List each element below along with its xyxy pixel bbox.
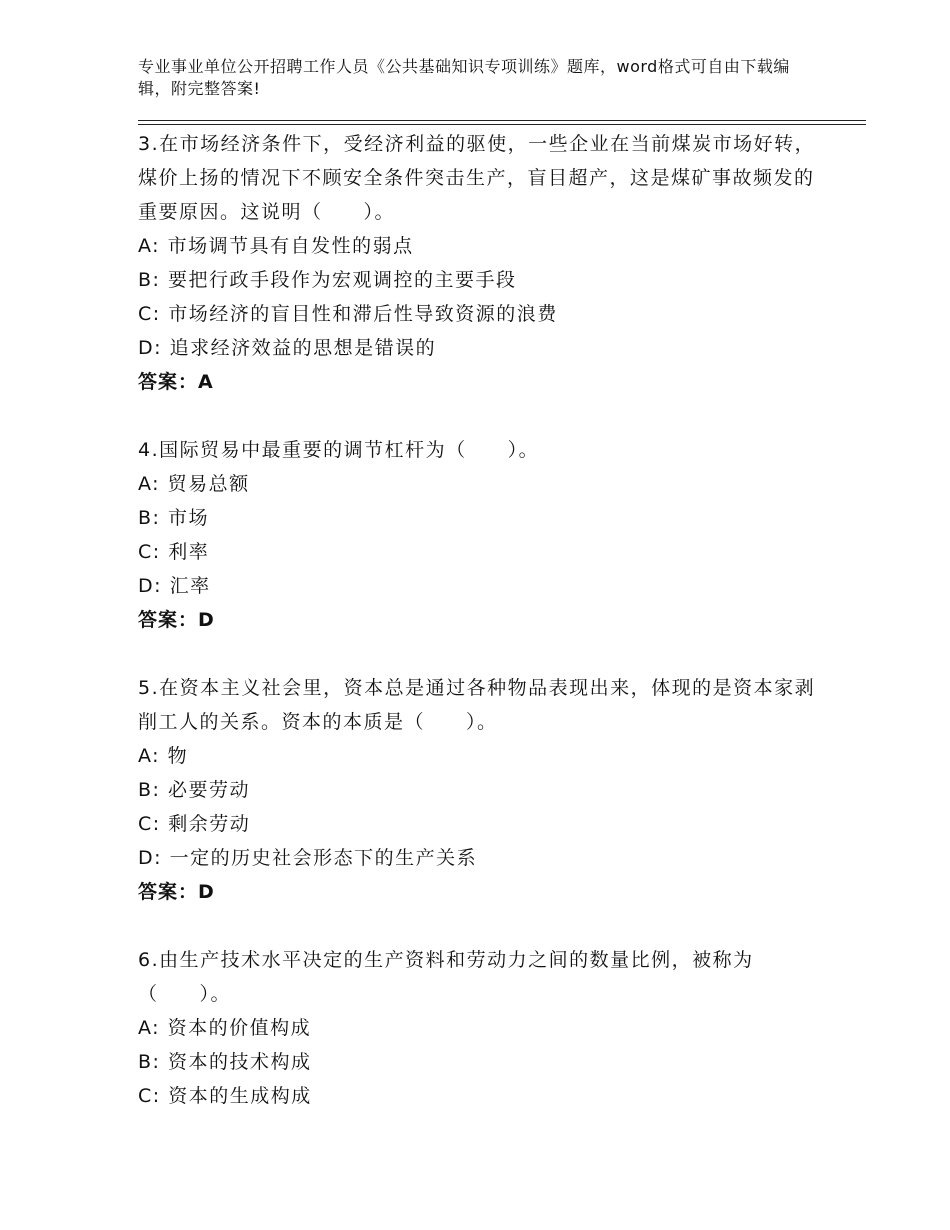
option-a: A: 贸易总额 bbox=[138, 473, 250, 495]
option-c: C: 剩余劳动 bbox=[138, 813, 251, 835]
question-text: 3.在市场经济条件下，受经济利益的驱使，一些企业在当前煤炭市场好转，煤价上扬的情况下不顾安全条件突击生产，盲目超产，这是煤矿事故频发的重要原因。这说明（ ）。 bbox=[138, 133, 816, 223]
option-c: C: 利率 bbox=[138, 541, 210, 563]
question-3 bbox=[138, 127, 818, 399]
option-d: D: 追求经济效益的思想是错误的 bbox=[138, 337, 437, 359]
option-a: A: 市场调节具有自发性的弱点 bbox=[138, 235, 414, 257]
spacer bbox=[138, 399, 818, 433]
option-a: A: 物 bbox=[138, 745, 189, 767]
header-divider-top bbox=[138, 120, 866, 121]
option-b: B: 市场 bbox=[138, 507, 209, 529]
answer-label: 答案：D bbox=[138, 881, 215, 903]
page-header-title: 专业事业单位公开招聘工作人员《公共基础知识专项训练》题库，word格式可自由下载编辑，附完整答案! bbox=[138, 57, 790, 98]
answer-label: 答案：D bbox=[138, 609, 215, 631]
option-a: A: 资本的价值构成 bbox=[138, 1017, 312, 1039]
option-c: C: 市场经济的盲目性和滞后性导致资源的浪费 bbox=[138, 303, 558, 325]
spacer bbox=[138, 637, 818, 671]
question-5 bbox=[138, 671, 818, 909]
option-c: C: 资本的生成构成 bbox=[138, 1085, 312, 1107]
option-d: D: 一定的历史社会形态下的生产关系 bbox=[138, 847, 478, 869]
question-4 bbox=[138, 433, 818, 637]
question-text: 5.在资本主义社会里，资本总是通过各种物品表现出来，体现的是资本家剥削工人的关系。资本的本质是（ ）。 bbox=[138, 677, 816, 733]
option-b: B: 资本的技术构成 bbox=[138, 1051, 312, 1073]
question-6 bbox=[138, 943, 818, 1113]
option-b: B: 必要劳动 bbox=[138, 779, 250, 801]
question-text: 6.由生产技术水平决定的生产资料和劳动力之间的数量比例，被称为（ ）。 bbox=[138, 949, 754, 1005]
header-divider-bottom bbox=[138, 124, 866, 125]
question-list bbox=[138, 127, 818, 1113]
option-b: B: 要把行政手段作为宏观调控的主要手段 bbox=[138, 269, 517, 291]
question-text: 4.国际贸易中最重要的调节杠杆为（ ）。 bbox=[138, 439, 540, 461]
answer-label: 答案：A bbox=[138, 371, 214, 393]
option-d: D: 汇率 bbox=[138, 575, 211, 597]
spacer bbox=[138, 909, 818, 943]
